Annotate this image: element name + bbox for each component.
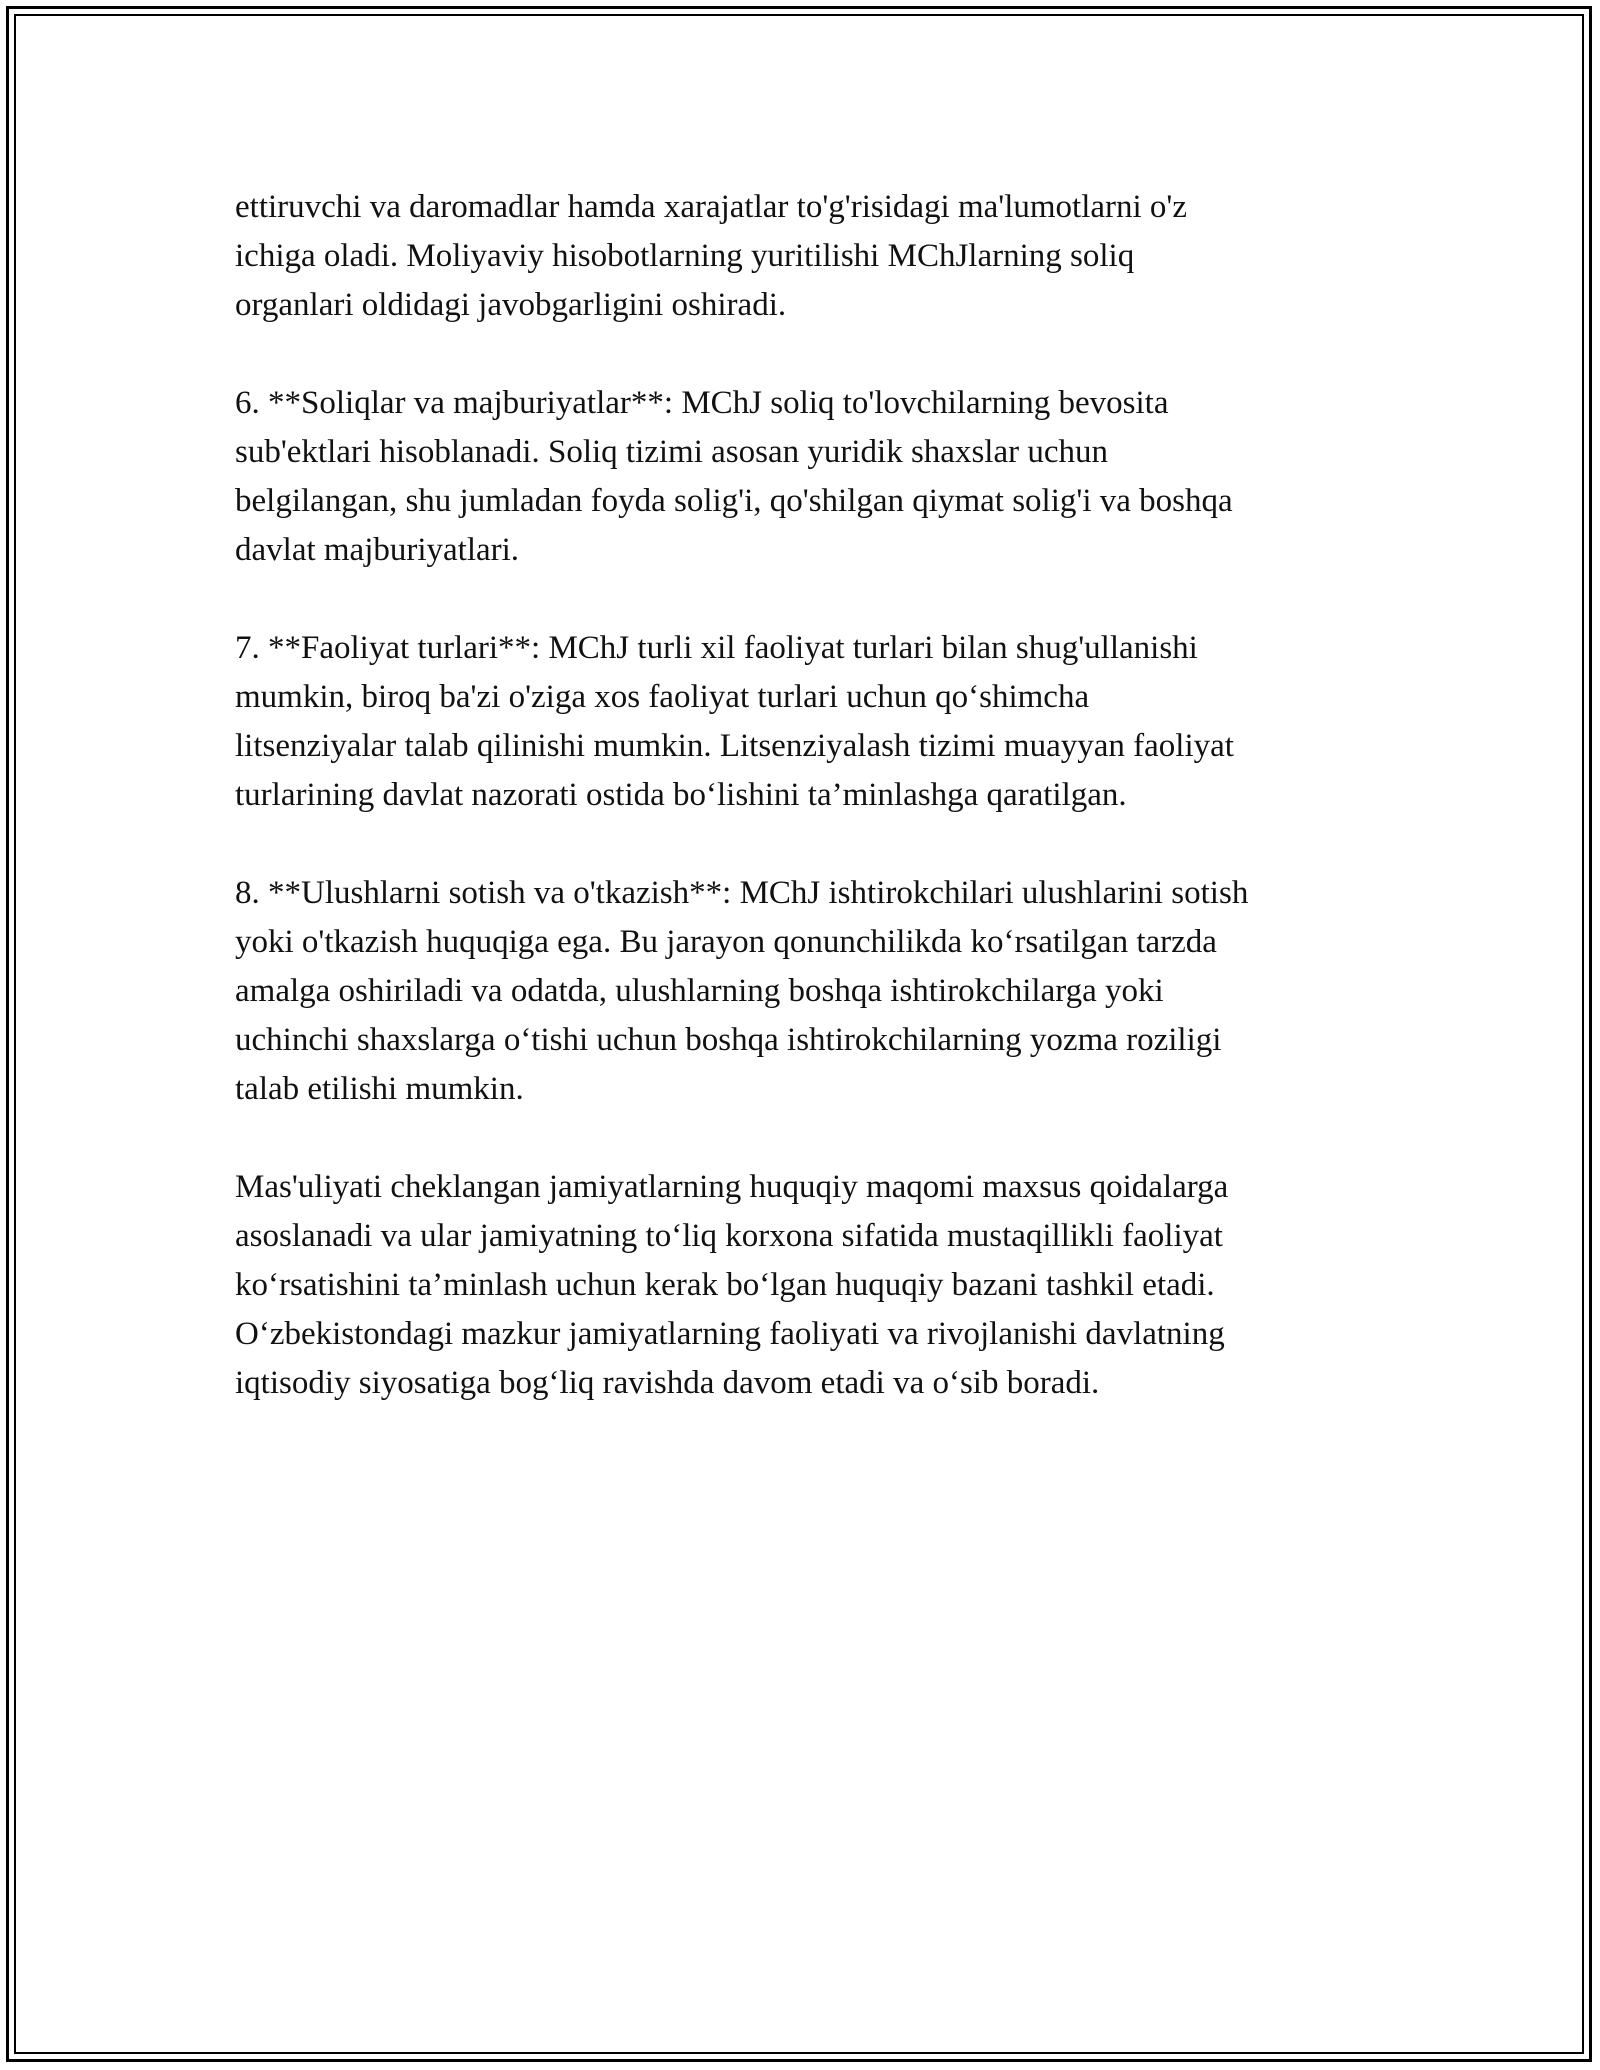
paragraph-share-transfer: 8. **Ulushlarni sotish va o'tkazish**: MChJ ishtirokchilari ulushlarini sotish yoki o'tkazish huquqiga ega. Bu jarayon qonunchilikda ko‘rsatilgan tarzda amalga oshiriladi va odatda, ulushlarning boshqa ishtirokchilarga yoki uchinchi shaxslarga o‘tishi uchun boshqa ishtirokchilarning yozma roziligi talab etilishi mumkin. bbox=[235, 875, 1249, 1107]
paragraph-conclusion: Mas'uliyati cheklangan jamiyatlarning huquqiy maqomi maxsus qoidalarga asoslanadi va ular jamiyatning to‘liq korxona sifatida mustaqillikli faoliyat ko‘rsatishini ta’minlash uchun kerak bo‘lgan huquqiy bazani tashkil etadi. O‘zbekistondagi mazkur jamiyatlarning faoliyati va rivojlanishi davlatning iqtisodiy siyosatiga bog‘liq ravishda davom etadi va o‘sib boradi. bbox=[235, 1169, 1229, 1401]
document-body bbox=[235, 183, 1385, 1408]
paragraph-financial-reporting: ettiruvchi va daromadlar hamda xarajatlar to'g'risidagi ma'lumotlarni o'z ichiga oladi. Moliyaviy hisobotlarning yuritilishi MChJlarning soliq organlari oldidagi javobgarligini oshiradi. bbox=[235, 189, 1188, 323]
paragraph-activity-types: 7. **Faoliyat turlari**: MChJ turli xil faoliyat turlari bilan shug'ullanishi mumkin, biroq ba'zi o'ziga xos faoliyat turlari uchun qo‘shimcha litsenziyalar talab qilinishi mumkin. Litsenziyalash tizimi muayyan faoliyat turlarining davlat nazorati ostida bo‘lishini ta’minlashga qaratilgan. bbox=[235, 630, 1234, 813]
paragraph-taxes-obligations: 6. **Soliqlar va majburiyatlar**: MChJ soliq to'lovchilarning bevosita sub'ektlari hisoblanadi. Soliq tizimi asosan yuridik shaxslar uchun belgilangan, shu jumladan foyda solig'i, qo'shilgan qiymat solig'i va boshqa davlat majburiyatlari. bbox=[235, 385, 1233, 568]
